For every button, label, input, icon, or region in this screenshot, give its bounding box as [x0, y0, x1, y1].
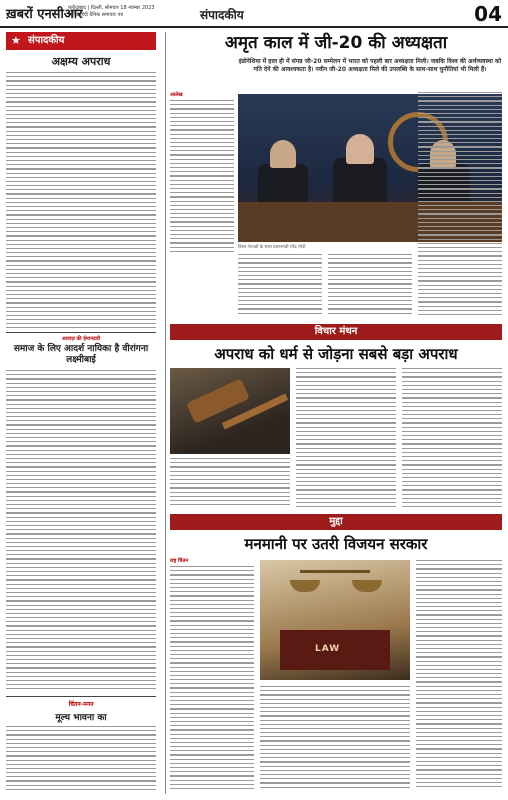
dateline: [68, 5, 155, 19]
law-text: LAW: [315, 644, 341, 654]
law-scales-photo: [260, 560, 410, 680]
dateline-date: फरीदाबाद | दिल्ली, सोमवार 18 नवम्बर 2023: [68, 5, 155, 11]
article-3-col-3: [416, 560, 502, 792]
page-number: 04: [474, 2, 502, 26]
newspaper-logo: ख़बरों एनसीआर: [6, 7, 83, 22]
left-bottom-tag: चिंतन-मनन: [68, 701, 94, 708]
kalam-label: आलेख: [170, 92, 183, 98]
article-2-col-2: [296, 368, 396, 508]
section-band-vichar: विचार मंथन: [170, 324, 502, 340]
left-bottom-headline: मूल्य भावना का: [55, 713, 107, 723]
main-standfirst: इंडोनेशिया में हाल ही में संपन्न जी-20 सम्मेलन में भारत को पहली बार अध्यक्षता मिली। जबकि विश्व की अर्थव्यवस्था को गति देने की आवश्यकता है। नवीन जी-20 अध्यक्षता मिले की उपलब्धि के साथ-साथ चुनौतियां भी मिली हैं।: [238, 58, 502, 73]
left-headline-1: अक्षम्य अपराध: [51, 55, 111, 68]
headline-3: मनमानी पर उतरी विजयन सरकार: [244, 535, 428, 553]
gavel-photo: [170, 368, 290, 454]
main-headline: अमृत काल में जी-20 की अध्यक्षता: [224, 33, 448, 53]
section-band-mudda: मुद्दा: [170, 514, 502, 530]
kalam-label-2: राष्ट्र चिंतन: [170, 558, 189, 564]
main-article-col-3: [328, 254, 412, 318]
dateline-subtitle: राष्ट्रीय हिंदी दैनिक समाचार पत्र: [68, 12, 124, 18]
article-3-col-1: [170, 566, 254, 792]
left-article-3-body: [6, 726, 156, 792]
headline-2: अपराध को धर्म से जोड़ना सबसे बड़ा अपराध: [214, 345, 458, 363]
star-icon: ★: [11, 34, 21, 47]
masthead: [0, 0, 508, 28]
article-3-col-2: [260, 686, 410, 792]
editorial-tag: [6, 32, 156, 50]
main-article-col-4: [418, 92, 502, 318]
left-headline-2: समाज के लिए आदर्श नायिका है वीरांगना लक्ष्मीबाई: [13, 344, 149, 365]
main-article-col-1: [170, 100, 234, 254]
column-rule: [165, 32, 166, 794]
article-2-col-3: [402, 368, 502, 508]
left-column: [6, 32, 161, 794]
left-sub-label: आवाज़ की ईमानदारी: [61, 336, 101, 342]
photo-caption: विश्व नेताओं के साथ प्रधानमंत्री नरेंद्र मोदी: [238, 245, 306, 250]
left-article-2-body: [6, 370, 156, 690]
section-title: संपादकीय: [200, 8, 244, 22]
editorial-tag-label: संपादकीय: [28, 35, 65, 46]
main-article-col-2: [238, 254, 322, 318]
left-article-1-body: [6, 72, 156, 328]
article-2-col-1: [170, 458, 290, 508]
left-divider-1: [6, 332, 156, 333]
left-divider-2: [6, 696, 156, 697]
